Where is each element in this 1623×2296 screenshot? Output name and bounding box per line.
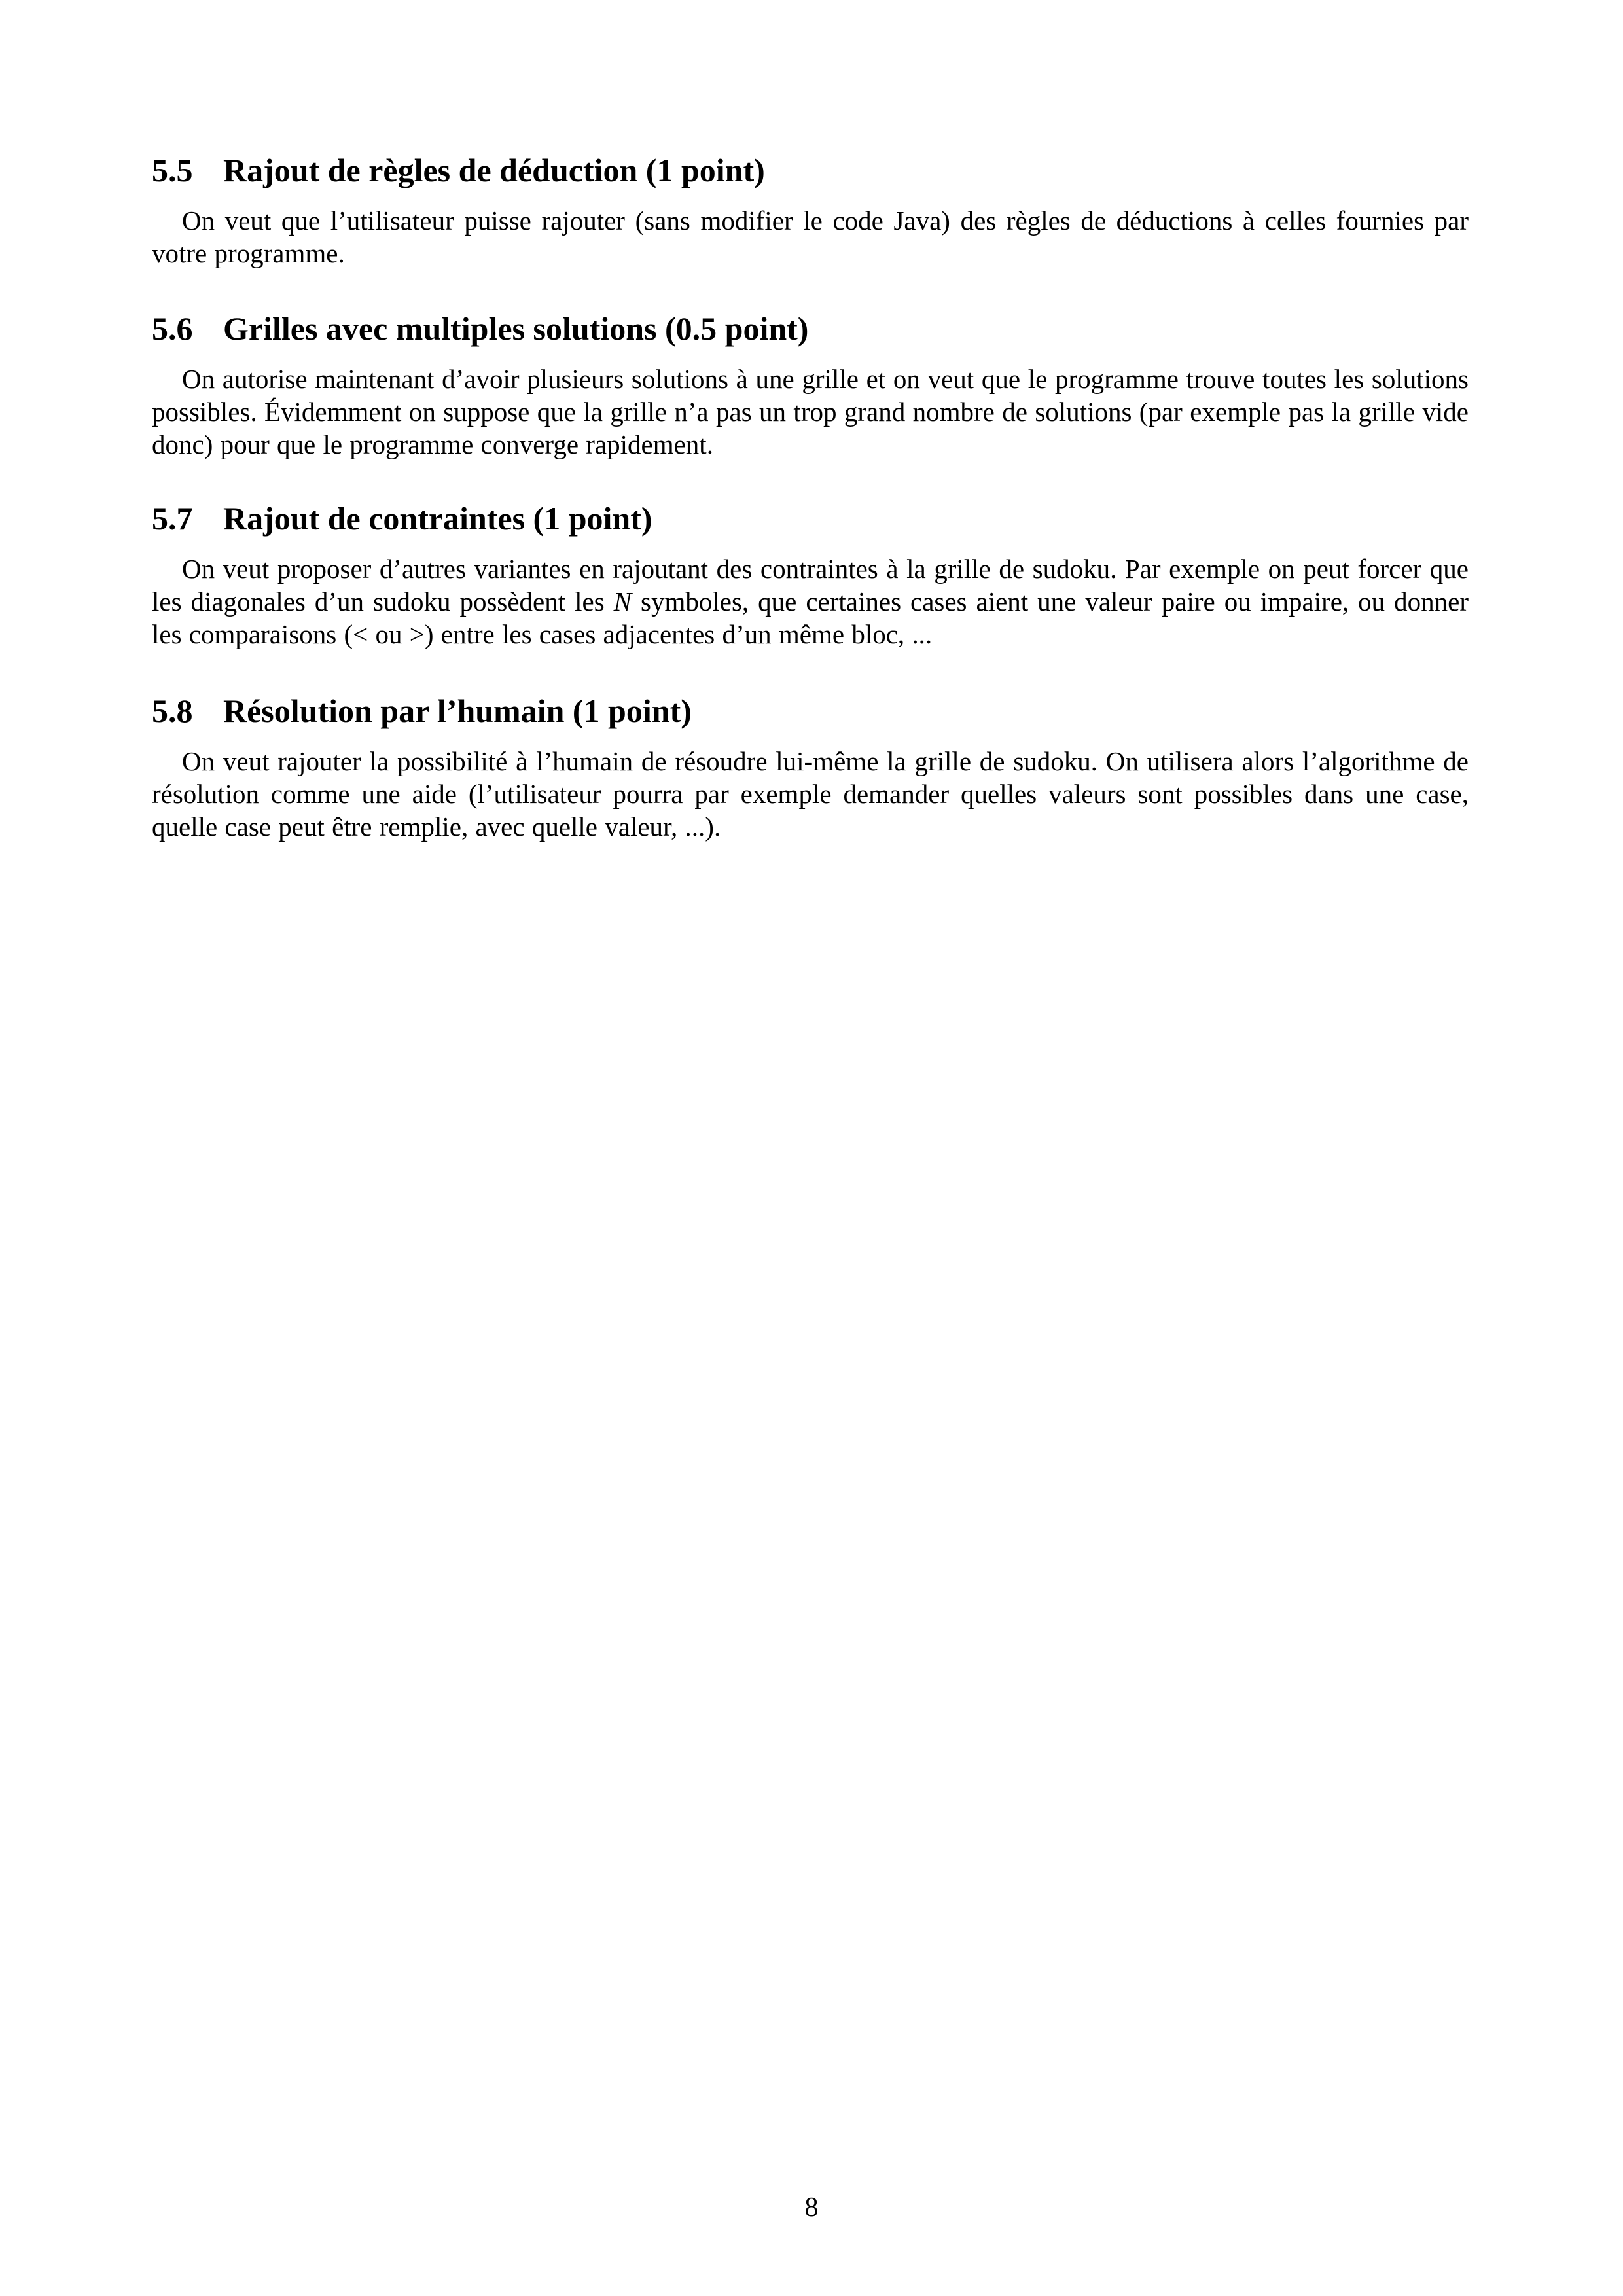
section-number: 5.6 [152, 310, 193, 347]
section-paragraph: On veut que l’utilisateur puisse rajouter (sans modifier le code Java) des règles de déductions à celles fournies par votre programme. [152, 206, 1469, 268]
section-5-8 [152, 691, 1469, 843]
paragraph-text: symboles, que certaines cases aient une valeur paire ou impaire, ou donner les comparaisons (< ou >) entre les cases adjacentes d’un même bloc, ... [152, 586, 1469, 649]
section-heading [152, 151, 1469, 190]
section-number: 5.8 [152, 692, 193, 729]
section-heading [152, 309, 1469, 348]
math-variable-n: N [613, 586, 632, 617]
section-paragraph: On autorise maintenant d’avoir plusieurs solutions à une grille et on veut que le programme trouve toutes les solutions possibles. Évidemment on suppose que la grille n’a pas un trop grand nombre de solutions (par exemple pas la grille vide donc) pour que le programme converge rapidement. [152, 364, 1469, 459]
section-paragraph [152, 552, 1469, 651]
section-paragraph: On veut rajouter la possibilité à l’humain de résoudre lui-même la grille de sudoku. On utilisera alors l’algorithme de résolution comme une aide (l’utilisateur pourra par exemple demander quelles valeurs sont possibles dans une case, quelle case peut être remplie, avec quelle valeur, ...). [152, 746, 1469, 842]
section-heading [152, 499, 1469, 538]
section-5-5 [152, 151, 1469, 270]
section-number: 5.7 [152, 500, 193, 537]
section-number: 5.5 [152, 152, 193, 188]
section-title: Rajout de règles de déduction (1 point) [223, 152, 765, 188]
page-number: 8 [804, 2193, 819, 2223]
section-title: Rajout de contraintes (1 point) [223, 500, 652, 537]
paragraph-text: On veut proposer d’autres variantes en rajoutant des contraintes à la grille de sudoku. Par exemple on peut forcer que les diagonales d’un sudoku possèdent les [152, 554, 1469, 617]
section-5-6 [152, 309, 1469, 461]
section-title: Grilles avec multiples solutions (0.5 point) [223, 310, 809, 347]
section-heading [152, 691, 1469, 730]
section-title: Résolution par l’humain (1 point) [223, 692, 692, 729]
section-5-7 [152, 499, 1469, 651]
